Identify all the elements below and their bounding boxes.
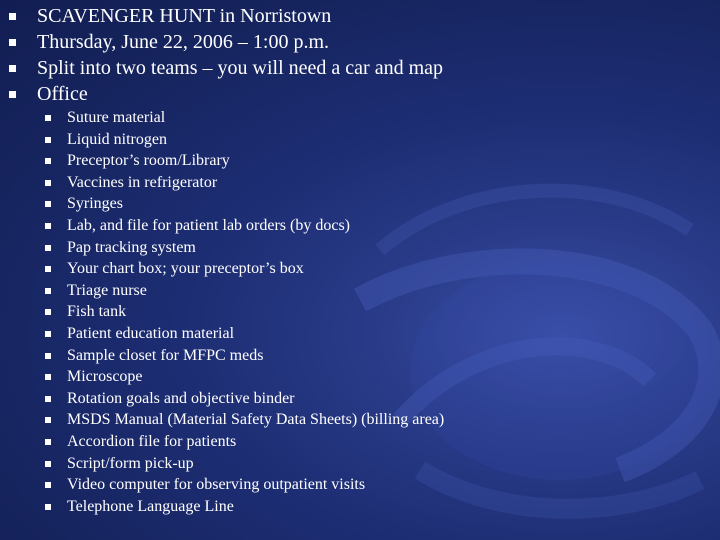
office-sub-bullet-list <box>44 107 684 517</box>
sub-bullet-text: Rotation goals and objective binder <box>67 389 295 407</box>
sub-bullet-text: Accordion file for patients <box>67 432 237 450</box>
square-bullet-icon <box>9 39 16 46</box>
sub-bullet-text: Triage nurse <box>67 281 147 299</box>
square-bullet-icon <box>45 201 51 207</box>
main-bullet-item <box>6 29 706 55</box>
sub-bullet-item <box>44 301 684 323</box>
sub-bullet-item <box>44 237 684 259</box>
sub-bullet-item <box>44 323 684 345</box>
sub-bullet-text: Patient education material <box>67 324 235 342</box>
sub-bullet-text: Sample closet for MFPC meds <box>67 346 264 364</box>
sub-bullet-text: Microscope <box>67 368 143 386</box>
square-bullet-icon <box>45 137 51 143</box>
square-bullet-icon <box>9 13 16 20</box>
main-bullet-text: SCAVENGER HUNT in Norristown <box>37 5 332 27</box>
square-bullet-icon <box>45 504 51 510</box>
main-bullet-item <box>6 55 706 81</box>
main-bullet-item <box>6 81 706 107</box>
square-bullet-icon <box>45 353 51 359</box>
square-bullet-icon <box>45 180 51 186</box>
square-bullet-icon <box>45 266 51 272</box>
sub-bullet-text: Suture material <box>67 109 166 126</box>
sub-bullet-text: Liquid nitrogen <box>67 130 167 148</box>
main-bullet-text: Office <box>37 83 88 105</box>
square-bullet-icon <box>45 115 51 121</box>
sub-bullet-item <box>44 258 684 280</box>
sub-bullet-item <box>44 193 684 215</box>
main-bullet-item <box>6 3 706 29</box>
main-bullet-list <box>6 3 706 107</box>
sub-bullet-text: Telephone Language Line <box>67 497 234 515</box>
sub-bullet-item <box>44 215 684 237</box>
sub-bullet-text: Lab, and file for patient lab orders (by docs) <box>67 216 351 234</box>
sub-bullet-item <box>44 129 684 151</box>
square-bullet-icon <box>45 309 51 315</box>
sub-bullet-text: Pap tracking system <box>67 238 196 256</box>
square-bullet-icon <box>9 91 16 98</box>
sub-bullet-text: Your chart box; your preceptor’s box <box>67 260 304 278</box>
sub-bullet-text: Video computer for observing outpatient visits <box>67 476 366 494</box>
square-bullet-icon <box>45 417 51 423</box>
sub-bullet-item <box>44 150 684 172</box>
square-bullet-icon <box>45 461 51 467</box>
square-bullet-icon <box>45 396 51 402</box>
square-bullet-icon <box>45 158 51 164</box>
main-bullet-text: Thursday, June 22, 2006 – 1:00 p.m. <box>37 31 330 53</box>
square-bullet-icon <box>45 245 51 251</box>
square-bullet-icon <box>45 482 51 488</box>
sub-bullet-item <box>44 453 684 475</box>
sub-bullet-text: MSDS Manual (Material Safety Data Sheets) (billing area) <box>67 411 445 429</box>
square-bullet-icon <box>45 439 51 445</box>
sub-bullet-text: Preceptor’s room/Library <box>67 152 230 170</box>
sub-bullet-text: Vaccines in refrigerator <box>67 173 218 191</box>
square-bullet-icon <box>45 288 51 294</box>
sub-bullet-item <box>44 366 684 388</box>
sub-bullet-item <box>44 496 684 518</box>
square-bullet-icon <box>45 331 51 337</box>
sub-bullet-text: Syringes <box>67 195 123 213</box>
sub-bullet-item <box>44 474 684 496</box>
sub-bullet-item <box>44 345 684 367</box>
sub-bullet-text: Script/form pick-up <box>67 454 194 472</box>
main-bullet-text: Split into two teams – you will need a car and map <box>37 57 444 79</box>
sub-bullet-item <box>44 409 684 431</box>
square-bullet-icon <box>45 223 51 229</box>
square-bullet-icon <box>9 65 16 72</box>
sub-bullet-item <box>44 280 684 302</box>
sub-bullet-item <box>44 172 684 194</box>
sub-bullet-text: Fish tank <box>67 303 127 321</box>
sub-bullet-item <box>44 107 684 129</box>
square-bullet-icon <box>45 374 51 380</box>
sub-bullet-item <box>44 388 684 410</box>
sub-bullet-item <box>44 431 684 453</box>
